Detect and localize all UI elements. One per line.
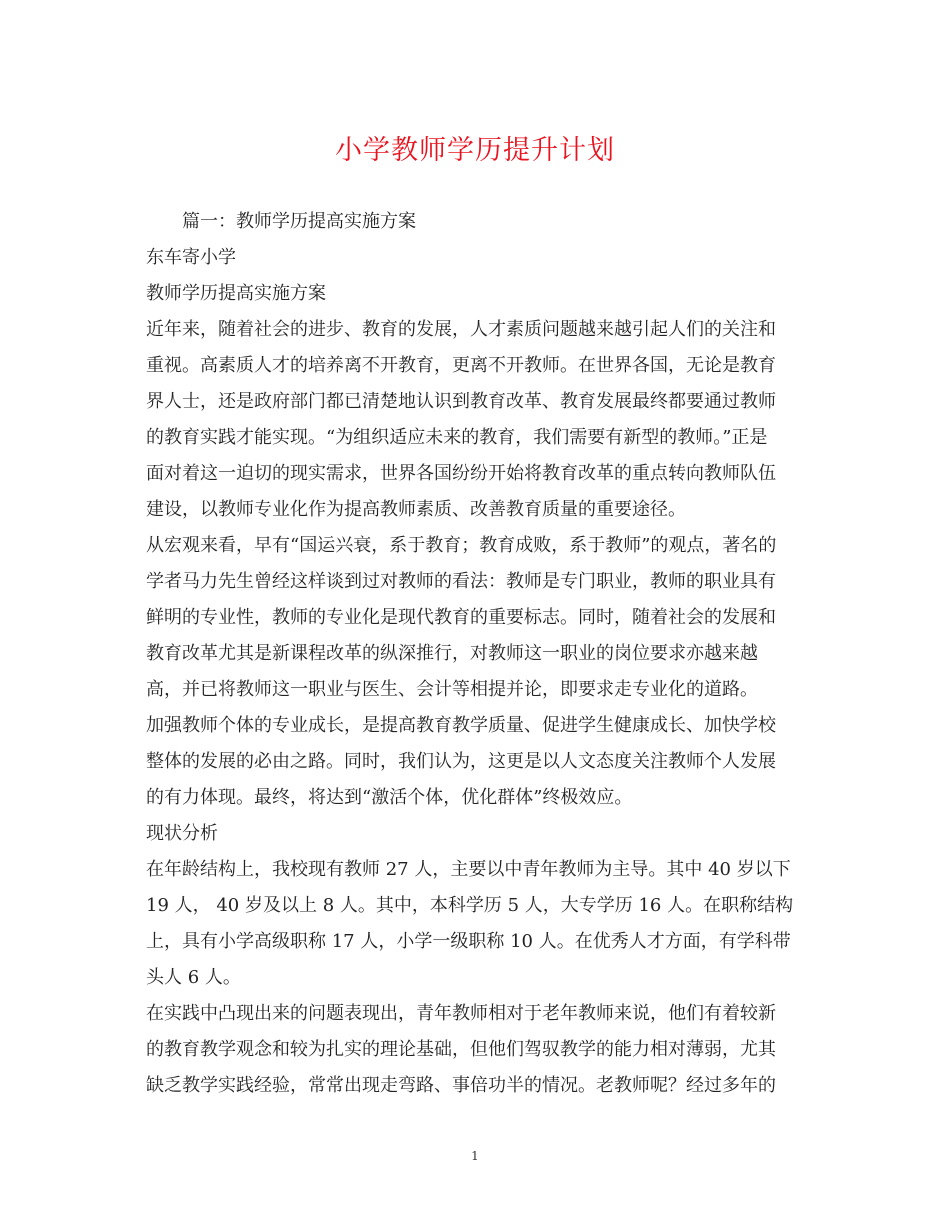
text-line: 高，并已将教师这一职业与医生、会计等相提并论，即要求走专业化的道路。: [146, 679, 758, 700]
text-line: 重视。高素质人才的培养离不开教育，更离不开教师。在世界各国，无论是教育: [146, 355, 776, 376]
text-line: 学者马力先生曾经这样谈到过对教师的看法：教师是专门职业，教师的职业具有: [146, 571, 776, 592]
text-line: 教师学历提高实施方案: [146, 283, 326, 304]
text-line: 鲜明的专业性，教师的专业化是现代教育的重要标志。同时，随着社会的发展和: [146, 607, 776, 628]
text-line: 加强教师个体的专业成长，是提高教育教学质量、促进学生健康成长、加快学校: [146, 715, 776, 736]
text-line: 整体的发展的必由之路。同时，我们认为，这更是以人文态度关注教师个人发展: [146, 751, 776, 772]
text-line: 的有力体现。最终，将达到“激活个体，优化群体”终极效应。: [146, 787, 633, 808]
text-line: 在实践中凸现出来的问题表现出，青年教师相对于老年教师来说，他们有着较新: [146, 1003, 776, 1024]
text-line: 头人 6 人。: [146, 967, 241, 988]
text-line: 教育改革尤其是新课程改革的纵深推行，对教师这一职业的岗位要求亦越来越: [146, 643, 758, 664]
text-line: 东车寄小学: [146, 247, 236, 268]
section-heading: 篇一：教师学历提高实施方案: [182, 211, 416, 232]
section-heading: 现状分析: [146, 823, 218, 844]
text-line: 面对着这一迫切的现实需求，世界各国纷纷开始将教育改革的重点转向教师队伍: [146, 463, 776, 484]
text-line: 缺乏教学实践经验，常常出现走弯路、事倍功半的情况。老教师呢？经过多年的: [146, 1075, 776, 1096]
text-line: 建设，以教师专业化作为提高教师素质、改善教育质量的重要途径。: [146, 499, 686, 520]
text-line: 近年来，随着社会的进步、教育的发展，人才素质问题越来越引起人们的关注和: [146, 319, 776, 340]
document-title: 小学教师学历提升计划: [335, 135, 615, 166]
text-line: 的教育实践才能实现。“为组织适应未来的教育，我们需要有新型的教师。”正是: [146, 427, 768, 448]
text-line: 19 人， 40 岁及以上 8 人。其中，本科学历 5 人，大专学历 16 人。在职称结构: [146, 895, 794, 916]
text-line: 的教育教学观念和较为扎实的理论基础，但他们驾驭教学的能力相对薄弱，尤其: [146, 1039, 776, 1060]
text-line: 在年龄结构上，我校现有教师 27 人，主要以中青年教师为主导。其中 40 岁以下: [146, 859, 791, 880]
text-line: 从宏观来看，早有“国运兴衰，系于教育；教育成败，系于教师”的观点，著名的: [146, 535, 777, 556]
document-body: [146, 204, 806, 1104]
text-line: 界人士，还是政府部门都已清楚地认识到教育改革、教育发展最终都要通过教师: [146, 391, 776, 412]
page-number: 1: [471, 1149, 479, 1163]
text-line: 上，具有小学高级职称 17 人，小学一级职称 10 人。在优秀人才方面，有学科带: [146, 931, 791, 952]
